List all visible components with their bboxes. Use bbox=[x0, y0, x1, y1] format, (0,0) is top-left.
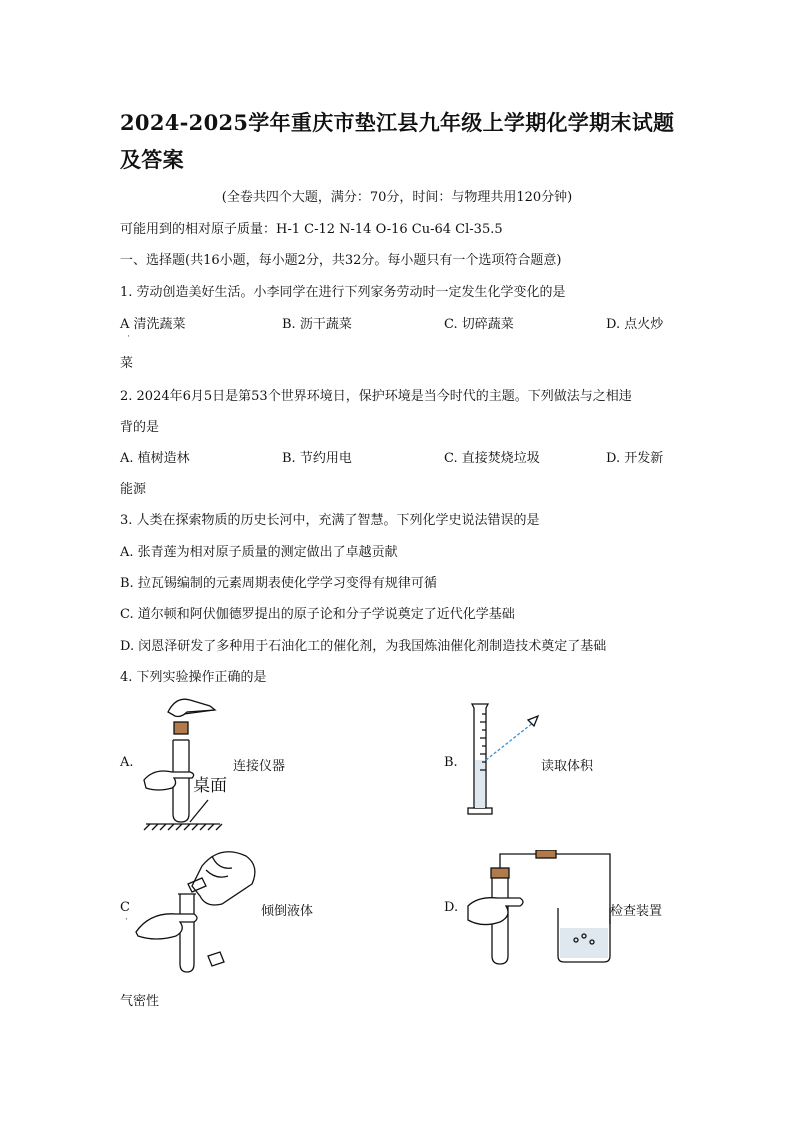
pour-liquid-figure bbox=[132, 836, 264, 976]
q2-option-c: C. 直接焚烧垃圾 bbox=[444, 451, 540, 466]
page-title: 2024-2025学年重庆市垫江县九年级上学期化学期末试题及答案 bbox=[120, 110, 675, 172]
q4-option-d-label: D. bbox=[444, 900, 459, 915]
atomic-mass-line: 可能用到的相对原子质量：H-1 C-12 N-14 O-16 Cu-64 Cl-35.5 bbox=[120, 222, 503, 237]
q1-option-d-wrap: 菜 bbox=[120, 356, 134, 371]
q2-option-b: B. 节约用电 bbox=[282, 451, 352, 466]
q1-option-d: D. 点火炒 bbox=[606, 317, 664, 332]
exam-info: (全卷共四个大题，满分：70分，时间：与物理共用120分钟) bbox=[221, 190, 573, 205]
q3-option-d: D. 闵恩泽研发了多种用于石油化工的催化剂，为我国炼油催化剂制造技术奠定了基础 bbox=[120, 639, 607, 654]
q2-option-d-wrap: 能源 bbox=[120, 482, 147, 497]
question-2-stem-line1: 2. 2024年6月5日是第53个世界环境日，保护环境是当今时代的主题。下列做法与之相违 bbox=[120, 389, 632, 404]
q1-option-a: A 清洗蔬菜 bbox=[120, 317, 186, 332]
q1-option-b: B. 沥干蔬菜 bbox=[282, 317, 352, 332]
q3-option-a: A. 张青莲为相对原子质量的测定做出了卓越贡献 bbox=[120, 545, 398, 560]
q2-option-a: A. 植树造林 bbox=[120, 451, 190, 466]
question-3-stem: 3. 人类在探索物质的历史长河中，充满了智慧。下列化学史说法错误的是 bbox=[120, 513, 540, 528]
connect-apparatus-figure bbox=[140, 692, 230, 832]
table-surface-label: 桌面 bbox=[193, 776, 227, 796]
question-1-stem: 1. 劳动创造美好生活。小李同学在进行下列家务劳动时一定发生化学变化的是 bbox=[120, 285, 566, 300]
q4-option-b-label: B. bbox=[444, 755, 458, 770]
q4-option-b-text: 读取体积 bbox=[541, 759, 594, 774]
q4-option-d-text: 检查装置 bbox=[610, 904, 663, 919]
q3-option-b: B. 拉瓦锡编制的元素周期表使化学学习变得有规律可循 bbox=[120, 576, 437, 591]
section-heading: 一、选择题(共16小题，每小题2分，共32分。每小题只有一个选项符合题意) bbox=[120, 253, 562, 268]
question-2-stem-line2: 背的是 bbox=[120, 420, 160, 435]
read-volume-figure bbox=[462, 700, 546, 820]
q4-option-d-wrap: 气密性 bbox=[120, 994, 160, 1009]
q4-option-a-text: 连接仪器 bbox=[233, 759, 286, 774]
question-4-stem: 4. 下列实验操作正确的是 bbox=[120, 670, 267, 685]
mark-dot: · bbox=[127, 332, 130, 342]
q2-option-d: D. 开发新 bbox=[606, 451, 664, 466]
mark-dot: · bbox=[125, 915, 128, 925]
q4-option-c-text: 倾倒液体 bbox=[261, 904, 314, 919]
q4-option-c-label: C bbox=[120, 900, 130, 915]
q3-option-c: C. 道尔顿和阿伏伽德罗提出的原子论和分子学说奠定了近代化学基础 bbox=[120, 607, 515, 622]
q4-option-a-label: A. bbox=[120, 755, 134, 770]
q1-option-c: C. 切碎蔬菜 bbox=[444, 317, 514, 332]
airtightness-check-figure bbox=[464, 850, 614, 966]
